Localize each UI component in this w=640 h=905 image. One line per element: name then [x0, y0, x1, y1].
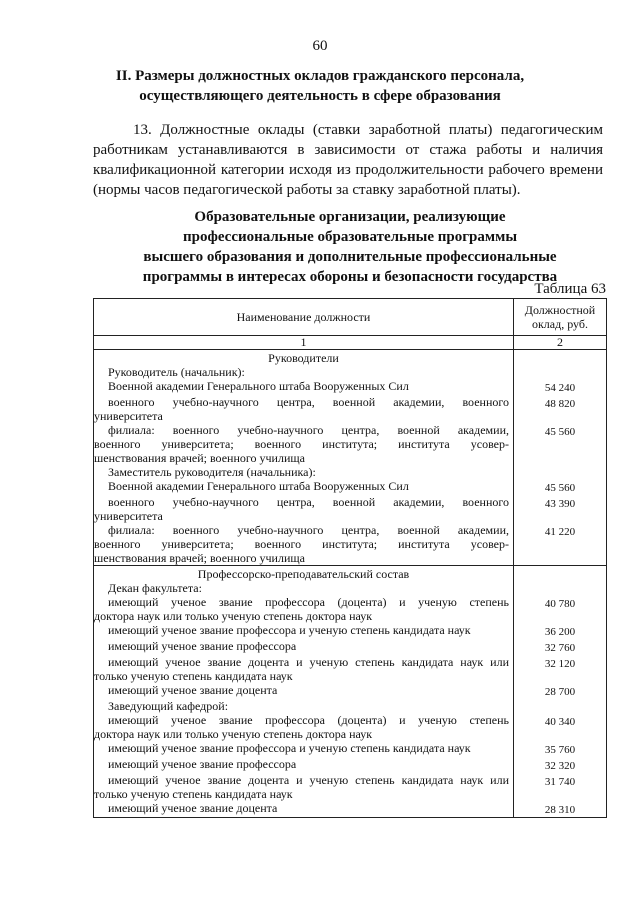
salary-value: 32 120 [544, 658, 576, 670]
salary-value: 28 310 [544, 804, 576, 816]
position-name-cell [94, 495, 514, 523]
position-name-line: имеющий ученое звание профессора и ученую степень кандидата наук [108, 741, 471, 755]
table-row [94, 699, 606, 713]
table-row [94, 683, 606, 699]
section-row [94, 565, 606, 581]
position-name-line: шенствования врачей; военного училища [94, 551, 305, 565]
table-row [94, 523, 606, 565]
position-name-line: имеющий ученое звание доцента и ученую степень кандидата наук или [108, 773, 509, 787]
position-name-line: филиала: военного учебно-научного центра, военной академии, [108, 523, 509, 537]
section-heading-line-2: осуществляющего деятельность в сфере образования [139, 88, 501, 104]
header-salary-line-2: оклад, руб. [531, 317, 589, 331]
position-name-line: имеющий ученое звание профессора [108, 757, 297, 771]
table-heading-line-1: Образовательные организации, реализующие [194, 209, 506, 225]
section-heading-line-1: II. Размеры должностных окладов гражданского персонала, [115, 68, 525, 84]
paragraph-line-4: (нормы часов педагогической работы за ставку заработной платы). [93, 182, 521, 198]
header-position-name: Наименование должности [94, 299, 514, 335]
position-name-cell [94, 581, 514, 595]
position-name-cell [94, 365, 514, 379]
position-name-cell [94, 379, 514, 395]
salary-value: 45 560 [544, 426, 576, 438]
position-name-line: имеющий ученое звание доцента и ученую степень кандидата наук или [108, 655, 509, 669]
table-row [94, 757, 606, 773]
position-name-line: Заместитель руководителя (начальника): [108, 465, 316, 479]
salary-value: 54 240 [544, 382, 576, 394]
position-name-line: имеющий ученое звание профессора и ученую степень кандидата наук [108, 623, 471, 637]
column-number-1: 1 [94, 336, 514, 349]
section-heading [60, 66, 580, 106]
section-empty-cell [514, 350, 606, 365]
salary-value [514, 699, 606, 713]
column-number-2: 2 [557, 335, 563, 349]
salary-value: 35 760 [544, 744, 576, 756]
position-name-cell [94, 683, 514, 699]
table-row [94, 639, 606, 655]
section-row [94, 350, 606, 365]
table-row [94, 465, 606, 479]
column-number-row [94, 336, 606, 350]
salary-value [514, 365, 606, 379]
position-name-line: только ученую степень кандидата наук [94, 787, 293, 801]
position-name-line: Заведующий кафедрой: [108, 699, 229, 713]
position-name-line: военного университета; военного института; института усовер- [94, 537, 509, 551]
position-name-line: Декан факультета: [108, 581, 202, 595]
position-name-line: университета [94, 409, 163, 423]
position-name-line: филиала: военного учебно-научного центра, военной академии, [108, 423, 509, 437]
position-name-cell [94, 655, 514, 683]
table-body [94, 350, 606, 817]
salary-table [93, 298, 607, 818]
table-header-row [94, 299, 606, 336]
position-name-line: имеющий ученое звание профессора (доцента) и ученую степень [108, 595, 509, 609]
table-row [94, 479, 606, 495]
position-name-line: университета [94, 509, 163, 523]
position-name-line: Руководитель (начальник): [108, 365, 245, 379]
salary-value [514, 581, 606, 595]
position-name-line: военного университета; военного института; института усовер- [94, 437, 509, 451]
position-name-cell [94, 479, 514, 495]
position-name-line: имеющий ученое звание доцента [108, 683, 278, 697]
position-name-line: военного учебно-научного центра, военной академии, военного [108, 395, 509, 409]
position-name-line: доктора наук или только ученую степень доктора наук [94, 727, 373, 741]
paragraph-line-1: 13. Должностные оклады (ставки заработной платы) педагогическим [133, 122, 603, 138]
position-name-cell [94, 801, 514, 817]
table-row [94, 581, 606, 595]
position-name-line: имеющий ученое звание профессора [108, 639, 297, 653]
table-row [94, 379, 606, 395]
position-name-cell [94, 741, 514, 757]
position-name-line: доктора наук или только ученую степень доктора наук [94, 609, 373, 623]
position-name-line: военного учебно-научного центра, военной академии, военного [108, 495, 509, 509]
position-name-line: только ученую степень кандидата наук [94, 669, 293, 683]
section-title: Руководители [94, 350, 514, 365]
salary-value: 28 700 [544, 686, 576, 698]
position-name-line: имеющий ученое звание профессора (доцента) и ученую степень [108, 713, 509, 727]
table-heading-line-4: программы в интересах обороны и безопасности государства [142, 269, 558, 285]
table-row [94, 623, 606, 639]
position-name-cell [94, 623, 514, 639]
position-name-cell [94, 773, 514, 801]
paragraph-line-2: работникам устанавливаются в зависимости от стажа работы и наличия [93, 142, 603, 158]
position-name-cell [94, 639, 514, 655]
salary-value: 32 320 [544, 760, 576, 772]
position-name-line: Военной академии Генерального штаба Вооруженных Сил [108, 479, 409, 493]
salary-value [514, 465, 606, 479]
position-name-cell [94, 395, 514, 423]
table-row [94, 655, 606, 683]
table-row [94, 773, 606, 801]
table-row [94, 741, 606, 757]
table-heading-line-2: профессиональные образовательные программы [182, 229, 518, 245]
position-name-line: имеющий ученое звание доцента [108, 801, 278, 815]
table-row [94, 801, 606, 817]
position-name-line: шенствования врачей; военного училища [94, 451, 305, 465]
paragraph-13 [93, 120, 603, 200]
salary-value: 40 340 [544, 716, 576, 728]
position-name-cell [94, 595, 514, 623]
paragraph-line-3: квалификационной категории исходя из продолжительности рабочего времени [93, 162, 603, 178]
position-name-cell [94, 423, 514, 465]
table-heading-line-3: высшего образования и дополнительные профессиональные [143, 249, 557, 265]
position-name-cell [94, 699, 514, 713]
position-name-cell [94, 523, 514, 565]
salary-value: 41 220 [544, 526, 576, 538]
table-row [94, 365, 606, 379]
section-title: Профессорско-преподавательский состав [94, 566, 514, 581]
salary-value: 40 780 [544, 598, 576, 610]
section-empty-cell [514, 566, 606, 581]
salary-value: 48 820 [544, 398, 576, 410]
salary-value: 32 760 [544, 642, 576, 654]
position-name-line: Военной академии Генерального штаба Вооруженных Сил [108, 379, 409, 393]
salary-value: 45 560 [544, 482, 576, 494]
table-row [94, 713, 606, 741]
salary-value: 36 200 [544, 626, 576, 638]
table-caption: Таблица 63 [534, 281, 606, 297]
table-row [94, 495, 606, 523]
position-name-cell [94, 465, 514, 479]
position-name-cell [94, 713, 514, 741]
header-salary-line-1: Должностной [524, 303, 596, 317]
salary-value: 31 740 [544, 776, 576, 788]
header-salary [514, 299, 606, 335]
salary-value: 43 390 [544, 498, 576, 510]
table-row [94, 395, 606, 423]
table-heading [90, 207, 610, 287]
table-row [94, 595, 606, 623]
position-name-cell [94, 757, 514, 773]
page-number: 60 [312, 38, 328, 54]
table-row [94, 423, 606, 465]
